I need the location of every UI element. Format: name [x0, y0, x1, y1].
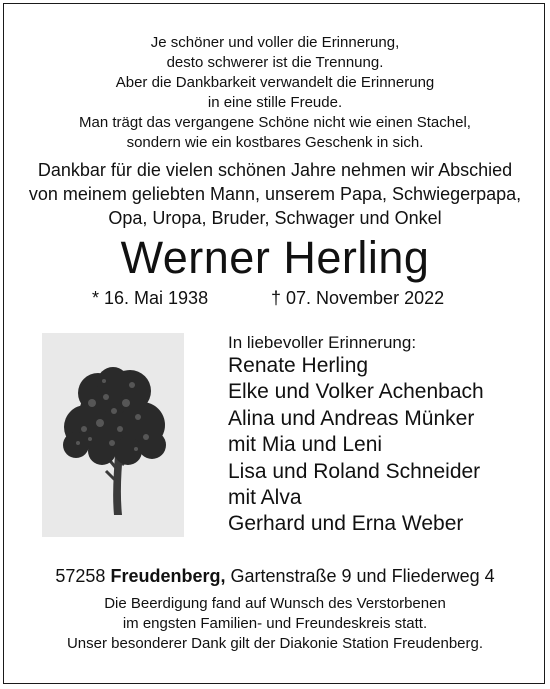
tree-photo — [42, 333, 184, 537]
intro-line: Opa, Uropa, Bruder, Schwager und Onkel — [108, 208, 442, 228]
family-member: mit Alva — [228, 486, 302, 510]
funeral-notice — [0, 594, 550, 654]
family-member: Alina und Andreas Münker — [228, 406, 475, 430]
poem-line: Aber die Dankbarkeit verwandelt die Erinnerung — [115, 74, 435, 91]
family-member: Elke und Volker Achenbach — [228, 380, 484, 404]
intro-text — [0, 158, 550, 230]
poem-line: Man trägt das vergangene Schöne nicht wie einen Stachel, — [79, 114, 471, 131]
birth-date: * 16. Mai 1938 — [92, 288, 209, 308]
poem-line: sondern wie ein kostbares Geschenk in sich. — [126, 134, 424, 151]
poem — [0, 33, 550, 153]
tree-icon — [42, 333, 184, 537]
intro-line: von meinem geliebten Mann, unserem Papa, Schwiegerpapa, — [28, 184, 522, 204]
notice-line: im engsten Familien- und Freundeskreis statt. — [122, 615, 428, 632]
family-member: Renate Herling — [228, 354, 369, 377]
family-member: Gerhard und Erna Weber — [228, 512, 464, 536]
address-street: Gartenstraße 9 und Fliederweg 4 — [230, 566, 495, 586]
address-zip: 57258 — [55, 566, 106, 586]
address — [0, 564, 550, 588]
intro-line: Dankbar für die vielen schönen Jahre nehmen wir Abschied — [37, 160, 513, 180]
deceased-name: Werner Herling — [120, 232, 430, 283]
family-member: Lisa und Roland Schneider — [228, 459, 481, 483]
poem-line: in eine stille Freude. — [207, 94, 343, 111]
family-list — [228, 353, 484, 538]
notice-line: Die Beerdigung fand auf Wunsch des Verstorbenen — [104, 595, 446, 612]
death-date: † 07. November 2022 — [271, 288, 445, 308]
address-city: Freudenberg, — [110, 566, 226, 586]
poem-line: Je schöner und voller die Erinnerung, — [150, 34, 400, 51]
family-member: mit Mia und Leni — [228, 433, 383, 457]
memory-heading: In liebevoller Erinnerung: — [228, 333, 417, 352]
notice-line: Unser besonderer Dank gilt der Diakonie Station Freudenberg. — [66, 635, 484, 652]
poem-line: desto schwerer ist die Trennung. — [166, 54, 384, 71]
